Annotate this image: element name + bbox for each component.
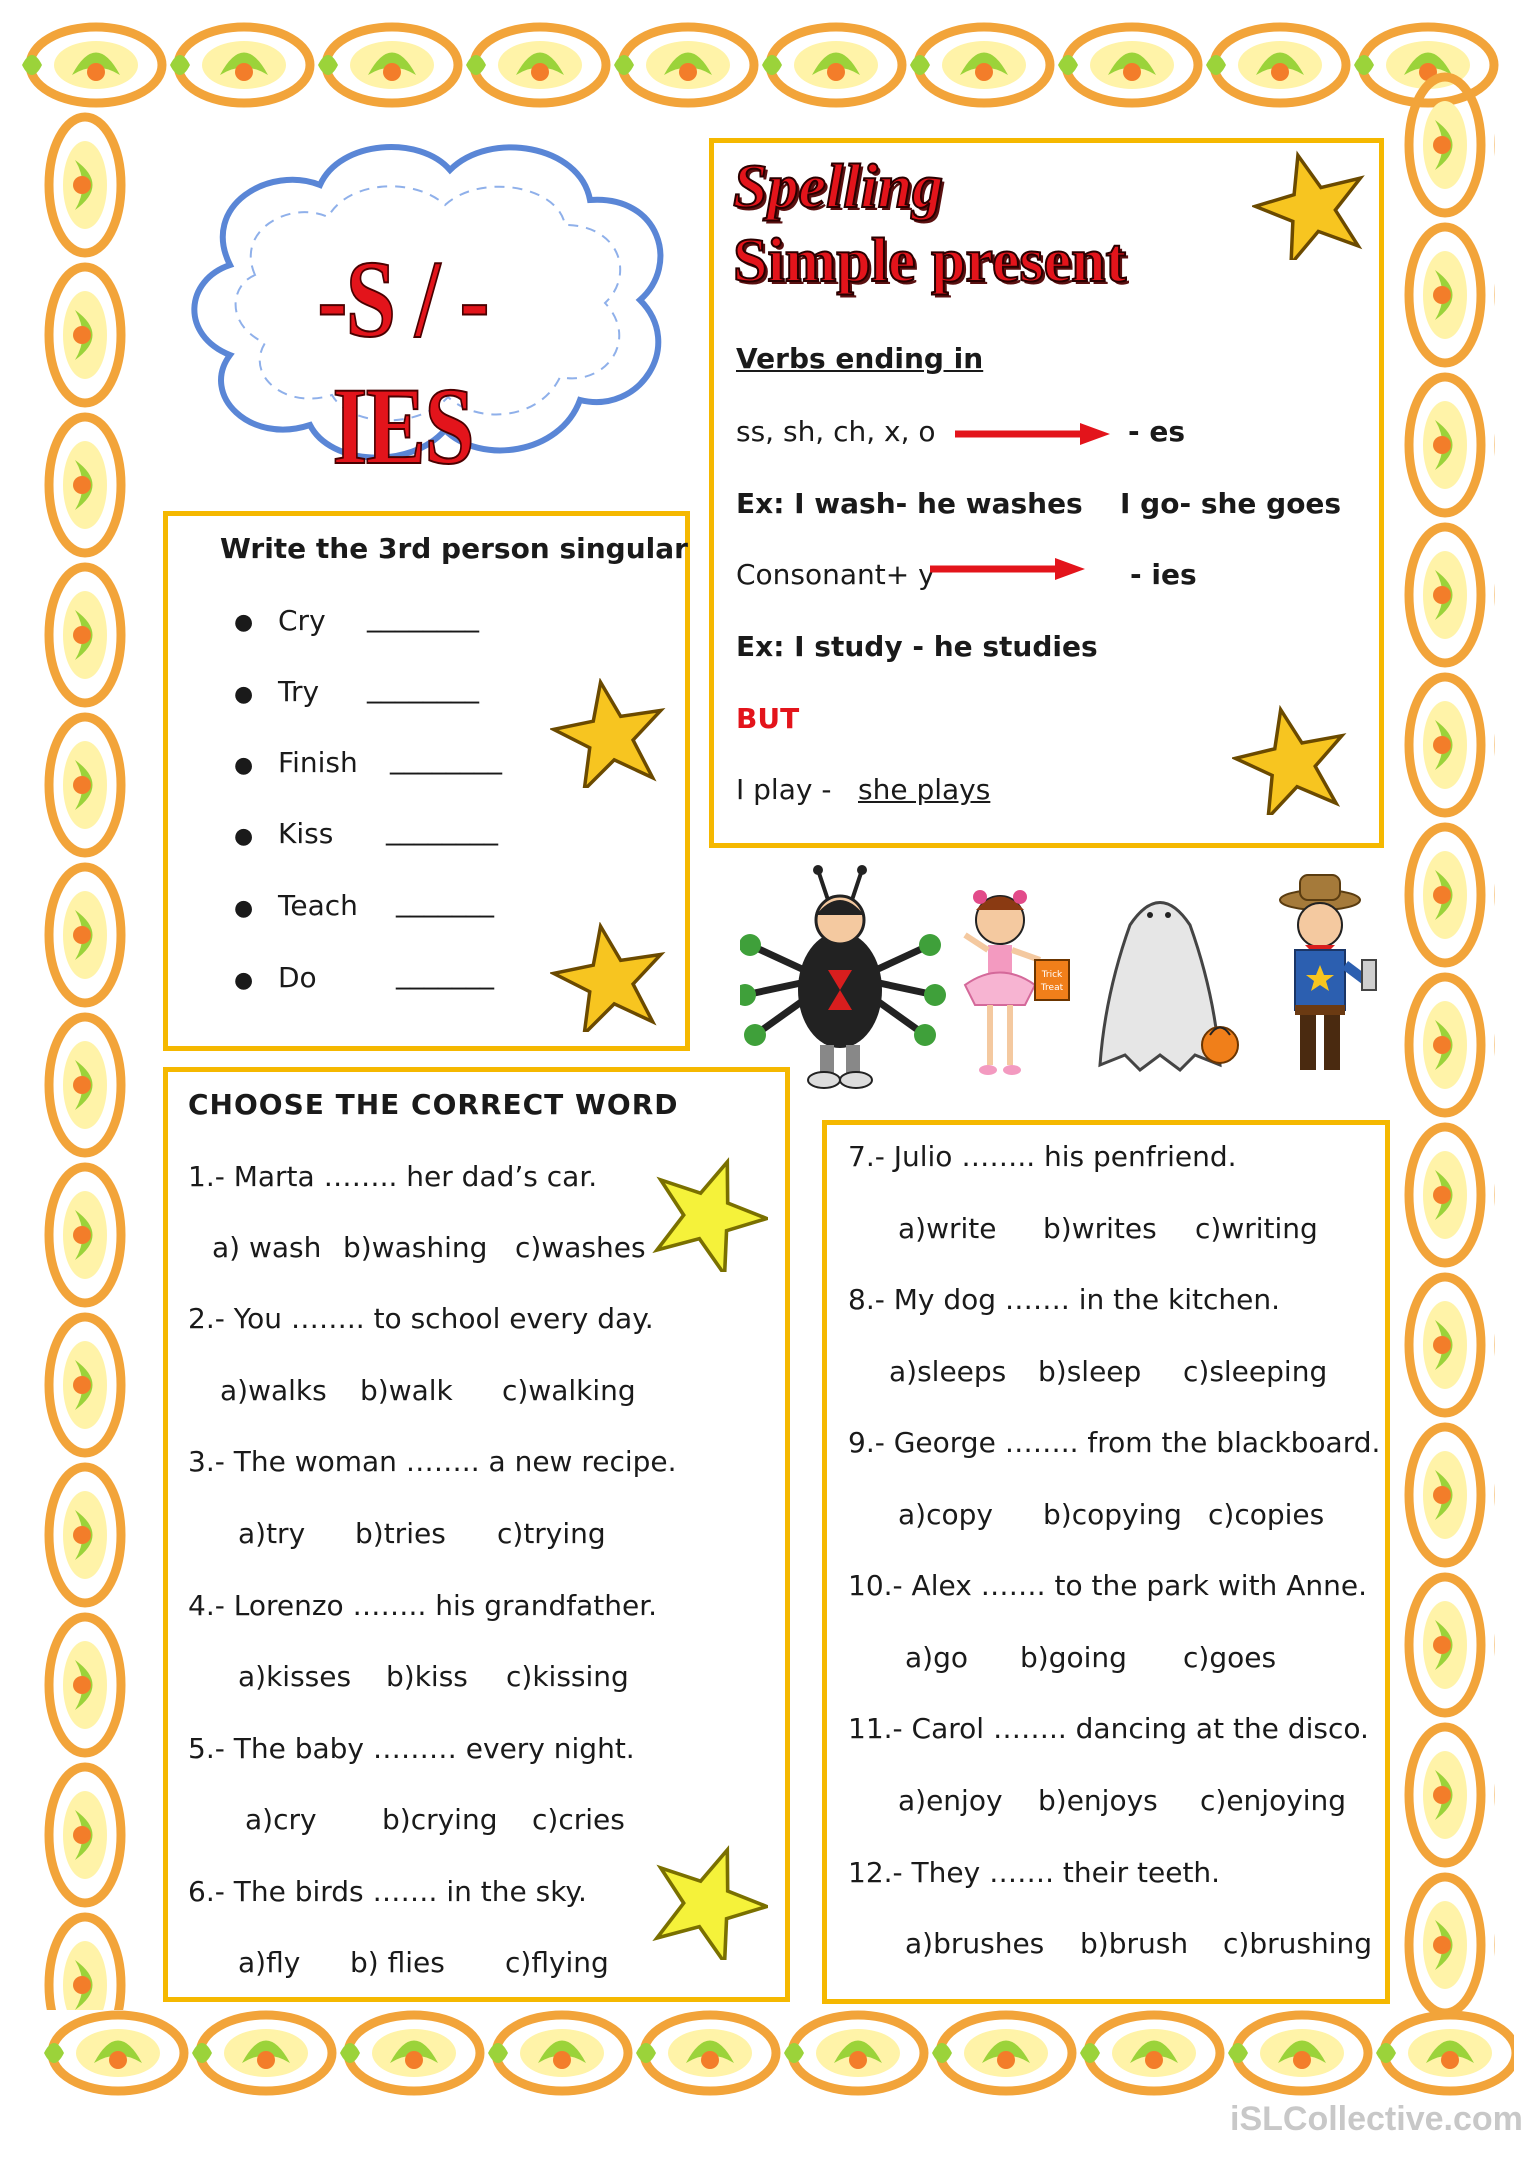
- question-6: 6.- The birds ……. in the sky.: [188, 1875, 587, 1908]
- option-c[interactable]: c)sleeping: [1183, 1355, 1328, 1388]
- decorative-border-top: [22, 20, 1500, 110]
- rule2-endings: Consonant+ y: [736, 558, 935, 591]
- option-c[interactable]: c)washes: [515, 1231, 646, 1264]
- option-c[interactable]: c)trying: [497, 1517, 606, 1550]
- star-icon: [648, 1152, 768, 1272]
- spelling-title: Spelling: [733, 153, 944, 221]
- question-12: 12.- They ……. their teeth.: [848, 1856, 1221, 1889]
- rule1-example-b: I go- she goes: [1120, 487, 1342, 520]
- decorative-border-bottom: [44, 2008, 1514, 2098]
- option-b[interactable]: b)tries: [355, 1517, 446, 1550]
- answer-blank[interactable]: _______: [396, 885, 494, 918]
- ghost-costume-kid: [1100, 903, 1238, 1071]
- option-b[interactable]: b)brush: [1080, 1927, 1189, 1960]
- option-b[interactable]: b)enjoys: [1038, 1784, 1158, 1817]
- rule1-arrow-icon: [955, 420, 1110, 448]
- rule3-example-right: she plays: [858, 773, 991, 806]
- answer-blank[interactable]: ________: [386, 813, 498, 846]
- answer-blank[interactable]: _______: [396, 957, 494, 990]
- svg-text:Trick: Trick: [1041, 970, 1063, 980]
- option-a[interactable]: a)kisses: [238, 1660, 352, 1693]
- verb-item: Cry: [278, 604, 326, 637]
- answer-blank[interactable]: ________: [367, 600, 479, 633]
- option-c[interactable]: c)brushing: [1223, 1927, 1372, 1960]
- bullet-icon: ●: [234, 610, 254, 635]
- question-10: 10.- Alex ……. to the park with Anne.: [848, 1569, 1367, 1602]
- rule2-arrow-icon: [930, 555, 1085, 583]
- option-c[interactable]: c)goes: [1183, 1641, 1277, 1674]
- option-a[interactable]: a)walks: [220, 1374, 327, 1407]
- option-c[interactable]: c)copies: [1208, 1498, 1325, 1531]
- question-2: 2.- You …….. to school every day.: [188, 1302, 654, 1335]
- question-8: 8.- My dog ……. in the kitchen.: [848, 1283, 1280, 1316]
- question-7: 7.- Julio …….. his penfriend.: [848, 1140, 1237, 1173]
- bullet-icon: ●: [234, 896, 254, 921]
- svg-text:Treat: Treat: [1040, 983, 1064, 993]
- option-a[interactable]: a)fly: [238, 1946, 301, 1979]
- verb-item: Try: [278, 675, 320, 708]
- star-icon: [550, 678, 670, 788]
- question-11: 11.- Carol …….. dancing at the disco.: [848, 1712, 1369, 1745]
- question-9: 9.- George …….. from the blackboard.: [848, 1426, 1381, 1459]
- option-b[interactable]: b)kiss: [386, 1660, 468, 1693]
- option-b[interactable]: b)copying: [1043, 1498, 1182, 1531]
- option-a[interactable]: a)go: [905, 1641, 968, 1674]
- rule3-example-left: I play -: [736, 773, 832, 806]
- option-b[interactable]: b) flies: [350, 1946, 445, 1979]
- rule1-endings: ss, sh, ch, x, o: [736, 415, 936, 448]
- option-a[interactable]: a) wash: [212, 1231, 322, 1264]
- bullet-icon: ●: [234, 968, 254, 993]
- question-3: 3.- The woman …….. a new recipe.: [188, 1445, 677, 1478]
- but-label: BUT: [736, 702, 800, 735]
- star-icon: [1252, 150, 1372, 260]
- verb-item: Kiss: [278, 817, 334, 850]
- simple-present-title: Simple present: [733, 227, 1127, 295]
- question-4: 4.- Lorenzo …….. his grandfather.: [188, 1589, 658, 1622]
- answer-blank[interactable]: ________: [390, 742, 502, 775]
- verb-item: Finish: [278, 746, 358, 779]
- rule2-suffix: - ies: [1130, 558, 1197, 591]
- write-exercise-title: Write the 3rd person singular: [220, 532, 688, 565]
- decorative-border-left: [40, 110, 130, 2010]
- verbs-ending-heading: Verbs ending in: [736, 342, 984, 375]
- halloween-costume-kids-illustration: [740, 865, 1390, 1105]
- cloud-title: -S / -IES: [317, 238, 488, 487]
- verb-item: Teach: [278, 889, 358, 922]
- option-c[interactable]: c)cries: [532, 1803, 625, 1836]
- option-b[interactable]: b)walk: [360, 1374, 453, 1407]
- option-a[interactable]: a)try: [238, 1517, 306, 1550]
- option-a[interactable]: a)enjoy: [898, 1784, 1003, 1817]
- star-icon: [1232, 705, 1352, 815]
- question-1: 1.- Marta …….. her dad’s car.: [188, 1160, 598, 1193]
- bullet-icon: ●: [234, 753, 254, 778]
- option-c[interactable]: c)kissing: [506, 1660, 629, 1693]
- choose-title: CHOOSE THE CORRECT WORD: [188, 1088, 679, 1121]
- bullet-icon: ●: [234, 824, 254, 849]
- rule1-example-a: Ex: I wash- he washes: [736, 487, 1083, 520]
- option-a[interactable]: a)brushes: [905, 1927, 1045, 1960]
- option-c[interactable]: c)flying: [505, 1946, 609, 1979]
- option-a[interactable]: a)cry: [245, 1803, 317, 1836]
- option-c[interactable]: c)walking: [502, 1374, 636, 1407]
- option-a[interactable]: a)sleeps: [889, 1355, 1007, 1388]
- answer-blank[interactable]: ________: [367, 671, 479, 704]
- option-b[interactable]: b)washing: [343, 1231, 488, 1264]
- option-c[interactable]: c)enjoying: [1200, 1784, 1347, 1817]
- option-c[interactable]: c)writing: [1195, 1212, 1318, 1245]
- rule2-example: Ex: I study - he studies: [736, 630, 1098, 663]
- ballerina-costume-kid: [965, 890, 1069, 1075]
- cowboy-costume-kid: [1280, 875, 1376, 1070]
- decorative-border-right: [1400, 70, 1495, 2020]
- option-b[interactable]: b)sleep: [1038, 1355, 1142, 1388]
- question-5: 5.- The baby ……… every night.: [188, 1732, 635, 1765]
- watermark: iSLCollective.com: [1230, 2100, 1523, 2138]
- star-icon: [648, 1840, 768, 1960]
- option-a[interactable]: a)copy: [898, 1498, 993, 1531]
- verb-item: Do: [278, 961, 317, 994]
- option-b[interactable]: b)crying: [382, 1803, 498, 1836]
- option-a[interactable]: a)write: [898, 1212, 997, 1245]
- spider-costume-kid: [740, 865, 946, 1088]
- bullet-icon: ●: [234, 682, 254, 707]
- star-icon: [550, 922, 670, 1032]
- rule1-suffix: - es: [1128, 415, 1186, 448]
- option-b[interactable]: b)going: [1020, 1641, 1127, 1674]
- option-b[interactable]: b)writes: [1043, 1212, 1157, 1245]
